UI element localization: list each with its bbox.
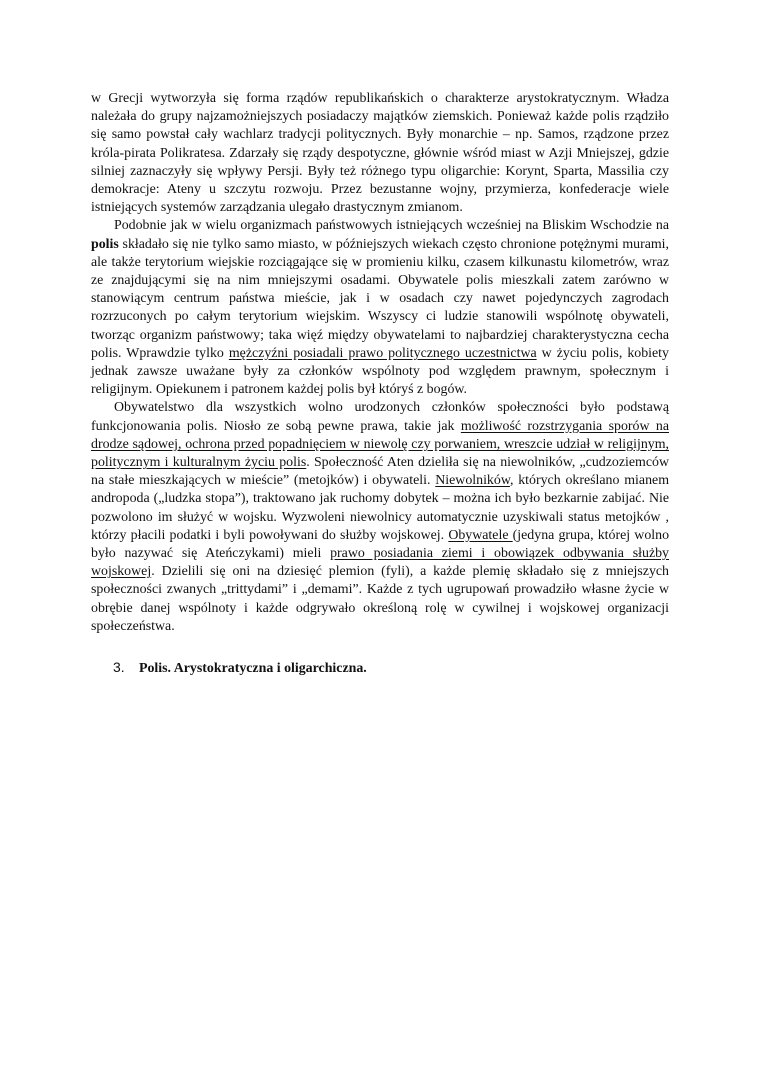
underlined-phrase: możliwość rozstrzygania sporów na drodze sądowej, ochrona przed popadnięciem w niewolę czy porwaniem, wreszcie udział w religijnym, politycznym i kulturalnym życiu polis bbox=[91, 418, 669, 471]
document-body bbox=[91, 90, 669, 678]
text-run: Obywatelstwo dla wszystkich wolno urodzonych członków społeczności było podstawą funkcjonowania polis. Niosło ze sobą pewne prawa, takie jak bbox=[91, 400, 669, 434]
paragraph-3 bbox=[91, 399, 669, 636]
text-run: Podobnie jak w wielu organizmach państwowych istniejących wcześniej na Bliskim Wschodzie na bbox=[114, 218, 669, 234]
text-run: w Grecji wytworzyła się forma rządów republikańskich o charakterze arystokratycznym. Władza należała do grupy najzamożniejszych posiadaczy majątków ziemskich. Ponieważ każde polis rządziło się samo powstał cały wachlarz tradycji politycznych. Były monarchie – np. Samos, rządzone przez króla-pirata Polikratesa. Zdarzały się rządy despotyczne, głównie wśród miast w Azji Mniejszej, gdzie silniej zaznaczyły się wpływy Persji. Były też różnego typu oligarchie: Korynt, Sparta, Massilia czy demokracje: Ateny u szczytu rozwoju. Przez bezustanne wojny, przymierza, konfederacje wiele istniejących systemów zarządzania ulegało drastycznym zmianom. bbox=[91, 91, 669, 216]
section-title: Polis. Arystokratyczna i oligarchiczna. bbox=[139, 661, 367, 677]
underlined-phrase: mężczyźni posiadali prawo politycznego uczestnictwa bbox=[228, 345, 537, 361]
text-run: . Społeczność Aten dzieliła się na niewolników, „cudzoziemców na stałe mieszkających w mieście” (metojków) i obywateli. bbox=[91, 455, 669, 489]
text-run: składało się nie tylko samo miasto, w późniejszych wiekach często chronione potężnymi murami, ale także terytorium wiejskie rozciągające się w promieniu kilku, czasem kilkunastu kilometrów, wraz ze znajdującymi się na nim mniejszymi osadami. Obywatele polis mieszkali zatem zarówno w stanowiącym centrum państwa mieście, jak i w osadach czy nawet pojedynczych zagrodach rozrzuconych po całym terytorium wiejskim. Wszyscy ci ludzie stanowili wspólnotę obywateli, tworząc organizm państwowy; taka więź między obywatelami to najbardziej charakterystyczna cecha polis. Wprawdzie tylko bbox=[91, 236, 669, 361]
paragraph-2 bbox=[91, 217, 669, 399]
text-run: w życiu polis, kobiety jednak zawsze uważane były za członków wspólnoty pod względem prawnym, społecznym i religijnym. Opiekunem i patronem każdej polis był któryś z bogów. bbox=[91, 345, 669, 398]
underlined-phrase: Obywatele bbox=[448, 527, 513, 543]
text-run: (jedyna grupa, której wolno było nazywać się Ateńczykami) mieli bbox=[91, 527, 670, 562]
text-run: , których określano mianem andropoda („ludzka stopa”), traktowano jak ruchomy dobytek – można ich było bezkarnie zabijać. Nie pozwolono im służyć w wojsku. Wyzwoleni niewolnicy automatycznie uzyskiwali status metojków , którzy płacili podatki i byli powoływani do służby wojskowej. bbox=[91, 473, 669, 543]
text-run: . Dzielili się oni na dziesięć plemion (fyli), a każde plemię składało się z mniejszych społeczności zwanych „trittydami” i „demami”. Każde z tych ugrupowań prowadziło własne życie w obrębie danej wspólnoty i każde odgrywało określoną rolę w cywilnej i wojskowej organizacji społeczeństwa. bbox=[91, 564, 669, 634]
underlined-phrase: prawo posiadania ziemi i obowiązek odbywania służby wojskowej bbox=[91, 546, 670, 580]
underlined-phrase: Niewolników bbox=[435, 473, 510, 489]
paragraph-1 bbox=[91, 90, 669, 217]
bold-term: polis bbox=[91, 236, 119, 252]
section-number: 3. bbox=[113, 659, 125, 676]
section-heading bbox=[91, 658, 669, 678]
